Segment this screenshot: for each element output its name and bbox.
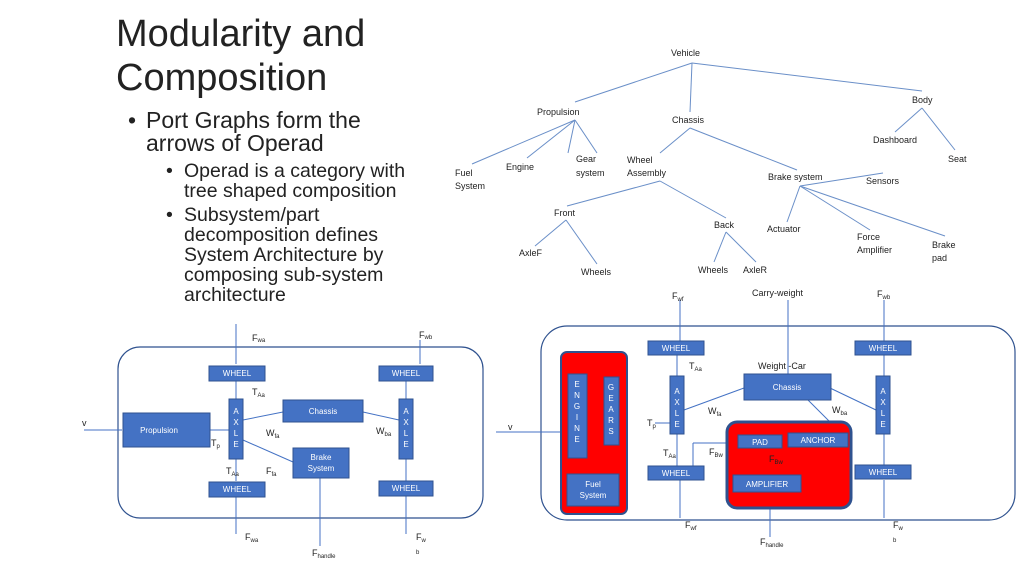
raxle-r-l3: L	[880, 409, 886, 418]
raxle-l-l4: E	[674, 420, 680, 429]
engine-l4: I	[575, 413, 579, 422]
tree-force-amplifier-1: Force	[857, 232, 881, 242]
right-fw-bottom: $F_w$	[893, 520, 903, 532]
left-v: v	[82, 418, 87, 428]
right-wheel-bottom-right-label: WHEEL	[868, 468, 898, 477]
left-axle-right-l1: A	[403, 407, 409, 416]
right-anchor-label: ANCHOR	[800, 436, 836, 445]
left-chassis-label: Chassis	[308, 407, 338, 416]
tree-dashboard: Dashboard	[873, 135, 918, 145]
left-fw-bottom-b: b	[416, 550, 420, 556]
left-axle-left-l3: L	[233, 429, 239, 438]
bullet-dot: •	[166, 204, 173, 226]
tree-wheels-back: Wheels	[698, 265, 729, 275]
tree-fuel-system-2: System	[455, 181, 486, 191]
left-wheel-bottom-left-label: WHEEL	[222, 485, 252, 494]
right-chassis-label: Chassis	[772, 383, 802, 392]
tree-force-amplifier-2: Amplifier	[857, 245, 893, 255]
left-fwb-top: Fwb	[419, 330, 433, 341]
decomposition-tree	[472, 63, 955, 264]
gears-l2: E	[608, 394, 614, 403]
title-line-1: Modularity and	[116, 13, 366, 55]
right-tp: $T_p$	[647, 418, 656, 430]
raxle-l-l2: X	[674, 398, 680, 407]
sub-bullet-2-line-4: composing sub-system	[184, 264, 384, 286]
right-wheel-bottom-left-label: WHEEL	[661, 469, 691, 478]
left-ffa: $F_{fa}$	[266, 466, 277, 478]
right-fuel-label-2: System	[579, 491, 607, 500]
raxle-l-l3: L	[674, 409, 680, 418]
left-axle-left-l2: X	[233, 418, 239, 427]
left-axle-left-l1: A	[233, 407, 239, 416]
tree-sensors: Sensors	[866, 176, 900, 186]
tree-vehicle: Vehicle	[671, 48, 701, 58]
right-pad-label: PAD	[752, 438, 768, 447]
sub-bullet-2-line-2: decomposition defines	[184, 224, 379, 246]
engine-l3: G	[573, 402, 581, 411]
right-wfa: $W_{fa}$	[708, 406, 722, 418]
right-taa2: $T_{Aa}$	[663, 448, 676, 460]
tree-propulsion: Propulsion	[537, 107, 580, 117]
tree-brake-pad-2: pad	[932, 253, 948, 263]
tree-wheel-assembly-1: Wheel	[627, 155, 653, 165]
right-wheel-top-left-label: WHEEL	[661, 344, 691, 353]
right-fuel-label-1: Fuel	[585, 480, 601, 489]
left-fwa-top: Fwa	[252, 333, 266, 344]
right-port-graph	[496, 288, 1015, 549]
right-taa: $T_{Aa}$	[689, 361, 702, 373]
right-wba: $W_{ba}$	[832, 405, 848, 417]
left-fhandle: $F_{handle}$	[312, 548, 336, 560]
engine-l1: E	[574, 380, 580, 389]
tree-gear-system-1: Gear	[576, 154, 597, 164]
tree-axler: AxleR	[743, 265, 768, 275]
engine-l5: N	[574, 424, 580, 433]
tree-labels	[455, 48, 967, 277]
tree-seat: Seat	[948, 154, 967, 164]
bullet-dot: •	[166, 160, 173, 182]
tree-back: Back	[714, 220, 735, 230]
tree-front: Front	[554, 208, 576, 218]
left-axle-left-l4: E	[233, 440, 239, 449]
tree-chassis: Chassis	[672, 115, 705, 125]
raxle-r-l1: A	[880, 387, 886, 396]
sub-bullet-2-line-1: Subsystem/part	[184, 204, 320, 226]
left-brake-label-2: System	[307, 464, 335, 473]
left-wheel-top-left-label: WHEEL	[222, 369, 252, 378]
raxle-r-l4: E	[880, 420, 886, 429]
tree-engine: Engine	[506, 162, 535, 172]
tree-fuel-system-1: Fuel	[455, 168, 473, 178]
right-carry-weight: Carry-weight	[752, 288, 804, 298]
sub-bullet-1-line-2: tree shaped composition	[184, 180, 397, 202]
tree-gear-system-2: system	[576, 168, 605, 178]
right-fwf-top: $F_{wf}$	[672, 291, 684, 303]
left-fw-bottom: $F_w$	[416, 532, 426, 544]
right-fw-bottom-b: b	[893, 538, 897, 544]
gears-l4: R	[608, 416, 614, 425]
left-axle-right-l3: L	[403, 429, 409, 438]
right-fhandle: $F_{handle}$	[760, 537, 784, 549]
right-fuel-system-box[interactable]	[567, 474, 619, 506]
left-axle-right-l2: X	[403, 418, 409, 427]
left-brake-label-1: Brake	[310, 453, 332, 462]
left-propulsion-label: Propulsion	[140, 426, 178, 435]
tree-brake-pad-1: Brake	[932, 240, 956, 250]
left-port-graph	[82, 324, 483, 560]
left-wheel-bottom-right-label: WHEEL	[391, 484, 421, 493]
bullet-1-line-2: arrows of Operad	[146, 130, 324, 156]
bullet-1-line-1: Port Graphs form the	[146, 107, 361, 133]
tree-wheels-front: Wheels	[581, 267, 612, 277]
tree-actuator: Actuator	[767, 224, 801, 234]
sub-bullet-2-line-5: architecture	[184, 284, 286, 306]
sub-bullet-1-line-1: Operad is a category with	[184, 160, 406, 182]
right-fbw-inner: $F_{Bw}$	[769, 454, 783, 466]
title-line-2: Composition	[116, 57, 328, 99]
left-wba: $W_{ba}$	[376, 426, 392, 438]
tree-axlef: AxleF	[519, 248, 543, 258]
gears-l5: S	[608, 427, 614, 436]
left-wheel-top-right-label: WHEEL	[391, 369, 421, 378]
engine-l2: N	[574, 391, 580, 400]
gears-l1: G	[607, 383, 615, 392]
right-v: v	[508, 422, 513, 432]
left-axle-right-l4: E	[403, 440, 409, 449]
raxle-r-l2: X	[880, 398, 886, 407]
left-wfa: $W_{fa}$	[266, 428, 280, 440]
right-amplifier-label: AMPLIFIER	[745, 480, 789, 489]
left-tp: $T_p$	[211, 438, 220, 450]
right-fwb-top: $F_{wb}$	[877, 289, 891, 301]
tree-body: Body	[912, 95, 933, 105]
right-fwf-bottom: $F_{wf}$	[685, 520, 697, 532]
tree-wheel-assembly-2: Assembly	[627, 168, 667, 178]
tree-brake-system: Brake system	[768, 172, 823, 182]
gears-l3: A	[608, 405, 614, 414]
right-fbw: $F_{Bw}$	[709, 447, 723, 459]
left-taa-top: $T_{Aa}$	[252, 387, 265, 399]
right-wheel-top-right-label: WHEEL	[868, 344, 898, 353]
engine-l6: E	[574, 435, 580, 444]
right-weight-car: Weight -Car	[758, 361, 806, 371]
left-fwa-bottom: $F_{wa}$	[245, 532, 259, 544]
bullet-dot: •	[128, 107, 137, 133]
raxle-l-l1: A	[674, 387, 680, 396]
sub-bullet-2-line-3: System Architecture by	[184, 244, 384, 266]
left-taa-bottom: $T_{Aa}$	[226, 466, 239, 478]
